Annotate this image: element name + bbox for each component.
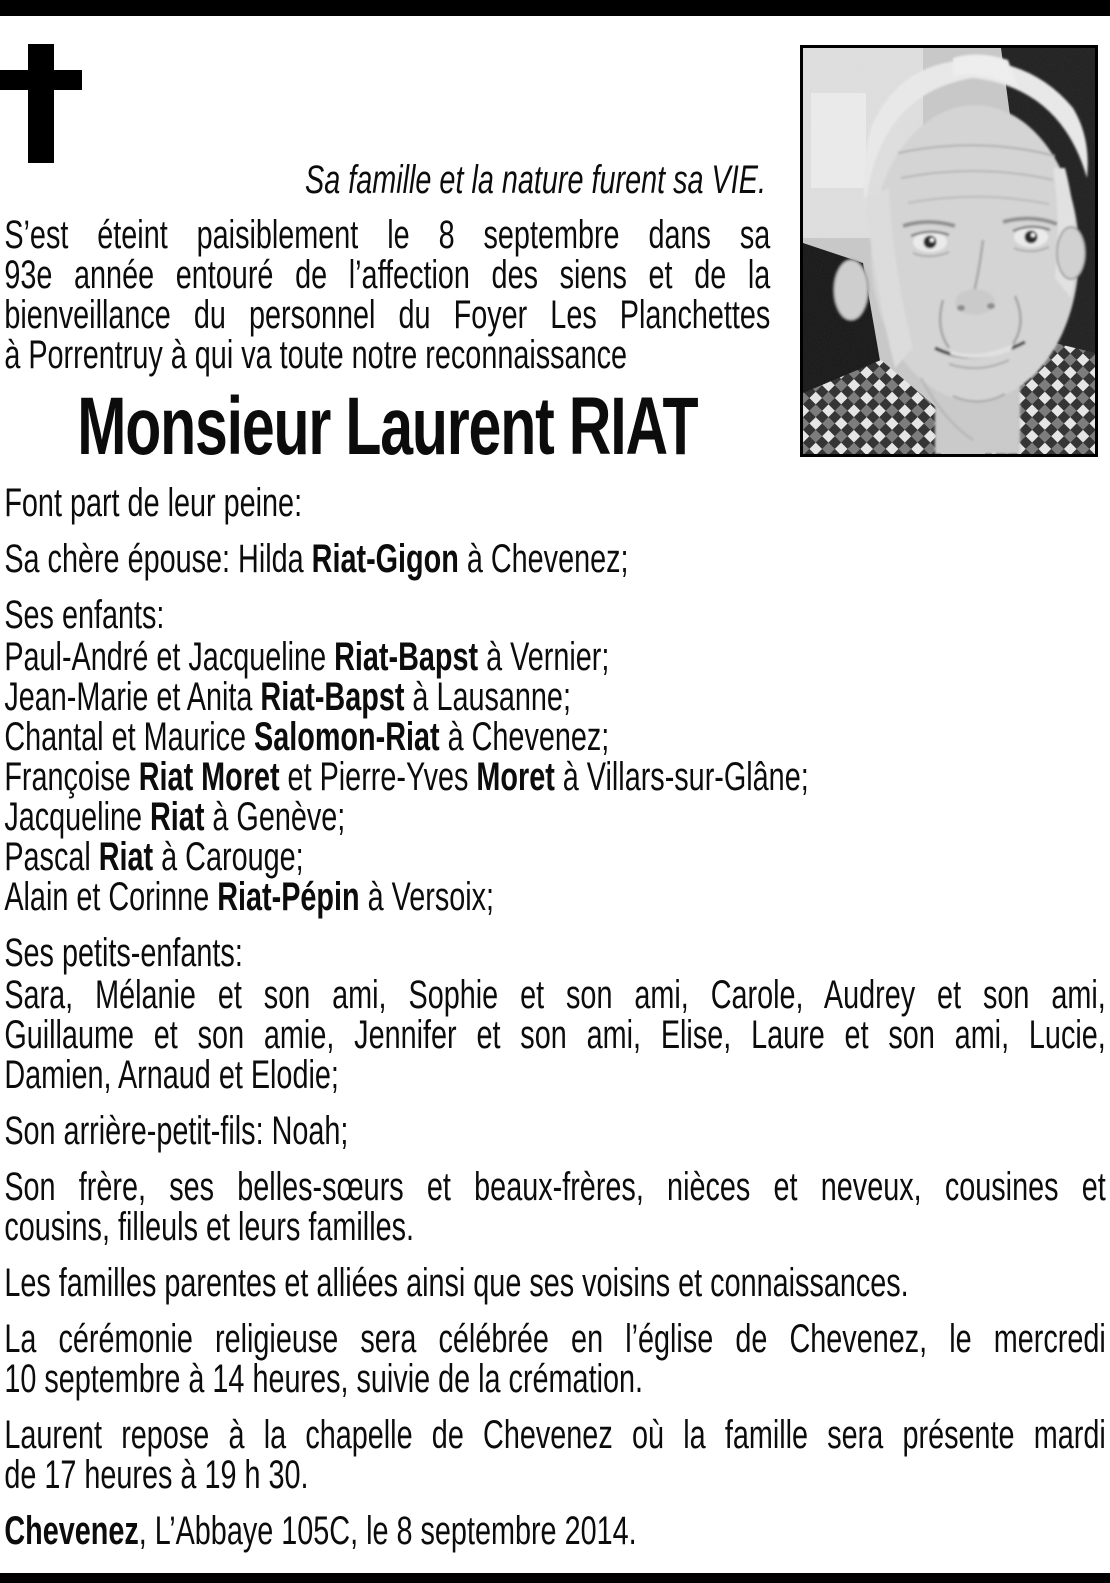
dateline: Chevenez, L’Abbaye 105C, le 8 septembre 2014.: [4, 1509, 637, 1553]
bottom-border-bar: [0, 1573, 1110, 1583]
text-line: Jacqueline Riat à Genève;: [4, 795, 346, 839]
text-line: à Porrentruy à qui va toute notre reconnaissance: [4, 333, 628, 377]
text-line: La cérémonie religieuse sera célébrée en l’église de Chevenez, le mercredi: [4, 1317, 1106, 1361]
children-list: [4, 637, 1105, 917]
text-line: Damien, Arnaud et Elodie;: [4, 1053, 339, 1097]
deceased-name: Monsieur Laurent RIAT: [77, 381, 698, 472]
grandchildren-heading: Ses petits-enfants:: [4, 931, 243, 975]
text-line: Chantal et Maurice Salomon-Riat à Chevenez;: [4, 715, 610, 759]
text-line: de 17 heures à 19 h 30.: [4, 1453, 309, 1497]
intro-paragraph: [4, 215, 770, 375]
text-line: Paul-André et Jacqueline Riat-Bapst à Vernier;: [4, 635, 610, 679]
text-line: bienveillance du personnel du Foyer Les Planchettes: [4, 293, 771, 337]
text-line: Laurent repose à la chapelle de Chevenez où la famille sera présente mardi: [4, 1413, 1106, 1457]
great-grandson-line: Son arrière-petit-fils: Noah;: [4, 1109, 349, 1153]
spouse-line: Sa chère épouse: Hilda Riat-Gigon à Chevenez;: [4, 537, 629, 581]
text-line: S’est éteint paisiblement le 8 septembre dans sa: [4, 213, 771, 257]
epitaph: Sa famille et la nature furent sa VIE.: [304, 158, 766, 202]
text-line: Alain et Corinne Riat-Pépin à Versoix;: [4, 875, 495, 919]
repose-paragraph: [4, 1415, 1105, 1495]
text-line: Sara, Mélanie et son ami, Sophie et son ami, Carole, Audrey et son ami,: [4, 973, 1106, 1017]
text-line: Pascal Riat à Carouge;: [4, 835, 304, 879]
text-line: Jean-Marie et Anita Riat-Bapst à Lausanne;: [4, 675, 571, 719]
text-line: Son frère, ses belles-sœurs et beaux-frères, nièces et neveux, cousines et: [4, 1165, 1106, 1209]
grandchildren-section: [4, 933, 1105, 1095]
children-section: [4, 595, 1105, 917]
relatives-paragraph: [4, 1167, 1105, 1247]
children-heading: Ses enfants:: [4, 593, 165, 637]
grandchildren-list: [4, 975, 1105, 1095]
upper-left-column: [4, 158, 771, 472]
ceremony-paragraph: [4, 1319, 1105, 1399]
announcement-line: Font part de leur peine:: [4, 481, 303, 525]
text-line: 93e année entouré de l’affection des siens et de la: [4, 253, 771, 297]
families-line: Les familles parentes et alliées ainsi que ses voisins et connaissances.: [4, 1261, 909, 1305]
text-line: Guillaume et son amie, Jennifer et son ami, Elise, Laure et son ami, Lucie,: [4, 1013, 1106, 1057]
text-line: Françoise Riat Moret et Pierre-Yves Moret à Villars-sur-Glâne;: [4, 755, 809, 799]
text-line: cousins, filleuls et leurs familles.: [4, 1205, 415, 1249]
text-line: 10 septembre à 14 heures, suivie de la crémation.: [4, 1357, 643, 1401]
